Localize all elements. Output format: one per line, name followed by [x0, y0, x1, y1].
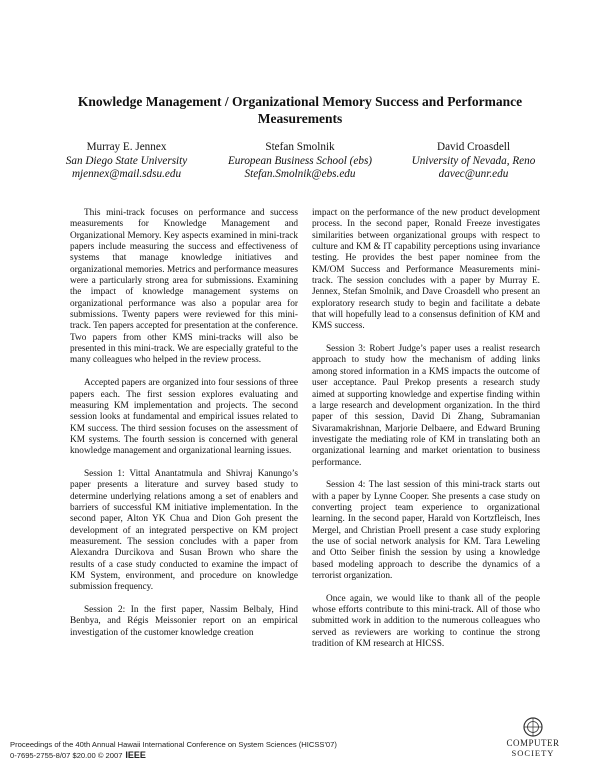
footer-proceedings-line: Proceedings of the 40th Annual Hawaii International Conference on System Sciences (HICSS'07) — [10, 740, 337, 749]
paragraph: Session 1: Vittal Anantatmula and Shivraj Kanungo’s paper presents a literature and survey based study to determine underlying relations among a set of enablers and barriers of successful KM initiative implementation. In the second paper, Alton YK Chua and Dion Goh present the development of an integrated perspective on KM project measurement. The session concludes with a paper from Alexandra Durcikova and Susan Brown who share the results of a case study conducted to examine the impact of KM System, environment, and procedure on knowledge submission frequency. — [70, 468, 298, 593]
author-email: davec@unr.edu — [438, 168, 509, 180]
computer-society-logo — [497, 716, 569, 770]
author-block — [40, 141, 560, 182]
author-affiliation: European Business School (ebs) — [227, 154, 373, 167]
author-name: Murray E. Jennex — [86, 141, 167, 153]
author-email: Stefan.Smolnik@ebs.edu — [244, 168, 356, 180]
paragraph: Session 2: In the first paper, Nassim Belbaly, Hind Benbya, and Régis Meissonier report on an empirical investigation of the customer knowledge creation — [70, 605, 298, 638]
author-2 — [214, 141, 387, 182]
logo-line-computer: COMPUTER — [506, 738, 560, 748]
paragraph: Accepted papers are organized into four sessions of three papers each. The first session explores evaluating and measuring KM implementation and projects. The second session looks at fundamental and empirical issues related to KM success. The third session focuses on the assessment of KM systems. The fourth session is concerned with general knowledge management and organizational learning issues. — [70, 378, 298, 457]
paragraph: Session 3: Robert Judge’s paper uses a realist research approach to study how the mechanism of adding links among stored information in a KMS impacts the outcome of user acceptance. Paul Prekop presents a research study aimed at supporting knowledge and expertise finding within a large research and development organization. In the third paper of this session, David Di Zhang, Subramanian Sivaramakrishnan, Marjorie Delbaere, and Edward Bruning investigate the mediating role of KM in translating both an organizational learning and market orientation to business performance. — [312, 344, 540, 468]
ieee-logo: IEEE — [125, 750, 146, 760]
paragraph: This mini-track focuses on performance and success measurements for Knowledge Management and Organizational Memory. Key aspects examined in mini-track papers include measuring the success and effectiveness of systems that manage knowledge initiatives and organizational memories. Metrics and performance measures were a particularly strong area for submissions. Examining the impact of knowledge management systems on organizational performance was also a popular area for submissions. Twenty papers were reviewed for this mini-track. Ten papers accepted for presentation at the conference. Two papers from other KMS mini-tracks will also be presented in this mini-track. We are especially grateful to the many colleagues who helped in the review process. — [70, 208, 298, 366]
footer-isbn: 0-7695-2755-8/07 $20.00 © 2007 — [10, 751, 123, 760]
right-column — [312, 208, 540, 662]
paragraph: impact on the performance of the new product development process. In the second paper, Ronald Freeze investigates similarities between organizational groups with respect to culture and KM & IT capability perceptions using invariance testing. He provides the best paper nominee from the KM/OM Success and Performance Measurements mini-track. The session concludes with a paper by Murray E. Jennex, Stefan Smolnik, and Dave Croasdell who present an exploratory research study to begin and facilitate a debate that will hopefully lead to a consensus definition of KM and KMS success. — [312, 208, 540, 332]
paper-title: Knowledge Management / Organizational Memory Success and Performance Measurements — [77, 94, 523, 126]
author-name: David Croasdell — [436, 141, 510, 153]
proceedings-footer — [10, 740, 337, 761]
author-3 — [387, 141, 560, 182]
author-affiliation: San Diego State University — [65, 154, 188, 167]
author-affiliation: University of Nevada, Reno — [411, 154, 536, 167]
paragraph: Session 4: The last session of this mini-track starts out with a paper by Lynne Cooper. She presents a case study on converting project team experience to organizational learning. In the second paper, Harald von Kortzfleisch, Ines Mergel, and Christian Proell present a case study exploring the use of social network analysis for KM. Tara Leweling and Otto Seiber finish the session by using a knowledge based modeling approach to describe the dynamics of a terrorist organization. — [312, 480, 540, 581]
author-email: mjennex@mail.sdsu.edu — [71, 168, 182, 180]
footer-copyright-line — [10, 750, 337, 761]
author-name: Stefan Smolnik — [265, 141, 335, 153]
left-column — [70, 208, 298, 650]
author-1 — [40, 141, 213, 182]
paragraph: Once again, we would like to thank all of the people whose efforts contribute to this mini-track. All of those who submitted work in addition to the numerous colleagues who served as reviewers are working to continue the strong tradition of KM research at HICSS. — [312, 593, 540, 650]
computer-society-emblem-icon — [521, 716, 545, 738]
logo-line-society: SOCIETY — [511, 748, 555, 758]
